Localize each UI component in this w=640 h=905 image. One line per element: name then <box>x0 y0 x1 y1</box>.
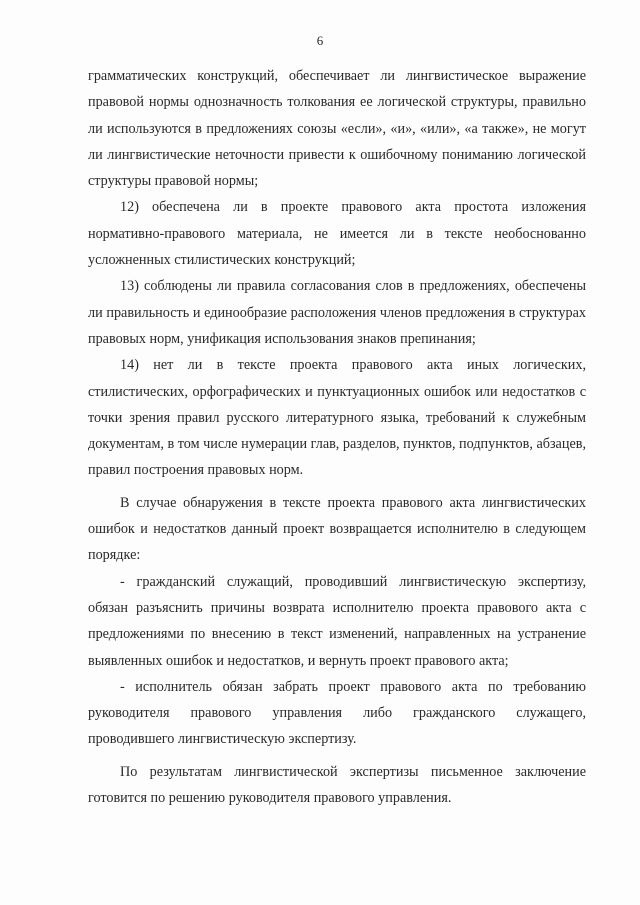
paragraph-item-12: 12) обеспечена ли в проекте правового акта простота изложения нормативно-правового материала, не имеется ли в тексте необоснованно усложненных стилистических конструкций; <box>88 199 586 269</box>
page-number: 6 <box>316 33 324 48</box>
paragraph-executor-duty: - исполнитель обязан забрать проект правового акта по требованию руководителя правового управления либо гражданского служащего, проводившего лингвистическую экспертизу. <box>88 678 586 748</box>
paragraph-errors-detected: В случае обнаружения в тексте проекта правового акта лингвистических ошибок и недостатков данный проект возвращается исполнителю в следующем порядке: <box>88 494 586 564</box>
paragraph-written-conclusion: По результатам лингвистической экспертизы письменное заключение готовится по решению руководителя правового управления. <box>88 763 586 807</box>
paragraph-civil-servant-duty: - гражданский служащий, проводивший лингвистическую экспертизу, обязан разъяснить причины возврата исполнителю проекта правового акта с предложениями по внесению в текст изменений, направленных на устранение выявленных ошибок и недостатков, и вернуть проект правового акта; <box>88 573 586 669</box>
paragraph-grammatical-constructions: грамматических конструкций, обеспечивает ли лингвистическое выражение правовой нормы однозначность толкования ее логической структуры, правильно ли используются в предложениях союзы «если», «и», «или», «а также», не могут ли лингвистические неточности привести к ошибочному пониманию логической структуры правовой нормы; <box>88 68 586 190</box>
paragraph-item-14: 14) нет ли в тексте проекта правового акта иных логических, стилистических, орфографических и пунктуационных ошибок или недостатков с точки зрения правил русского литературного языка, требований к служебным документам, в том числе нумерации глав, разделов, пунктов, подпунктов, абзацев, правил построения правовых норм. <box>88 357 586 479</box>
document-body <box>88 63 586 811</box>
paragraph-item-13: 13) соблюдены ли правила согласования слов в предложениях, обеспечены ли правильность и единообразие расположения членов предложения в структурах правовых норм, унификация использования знаков препинания; <box>88 278 586 347</box>
